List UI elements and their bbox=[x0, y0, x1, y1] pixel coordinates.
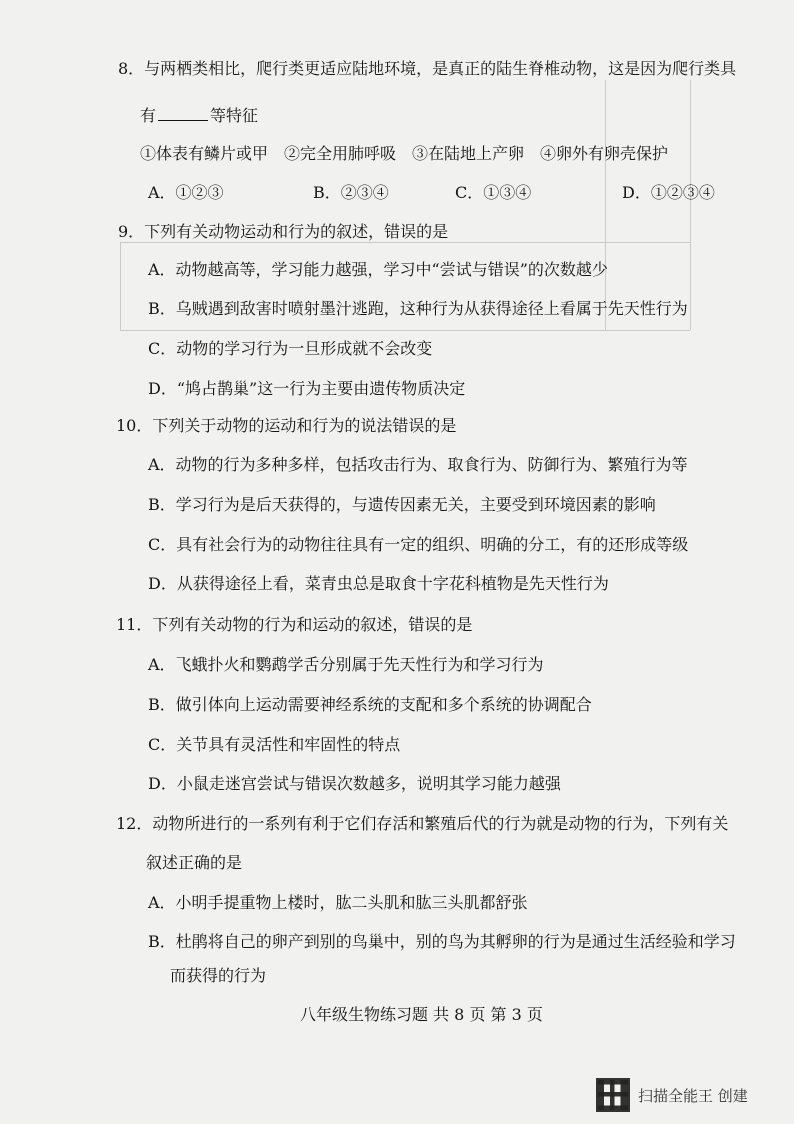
q12-stem-line1: 12．动物所进行的一系列有利于它们存活和繁殖后代的行为就是动物的行为，下列有关 bbox=[116, 814, 729, 833]
q11-option-a[interactable]: A．飞蛾扑火和鹦鹉学舌分别属于先天性行为和学习行为 bbox=[148, 655, 544, 674]
q9-option-d[interactable]: D．“鸠占鹊巢”这一行为主要由遗传物质决定 bbox=[148, 379, 466, 398]
q12-option-b-line2: 而获得的行为 bbox=[170, 966, 267, 985]
q9-stem: 9．下列有关动物运动和行为的叙述，错误的是 bbox=[118, 222, 449, 241]
q10-option-a[interactable]: A．动物的行为多种多样，包括攻击行为、取食行为、防御行为、繁殖行为等 bbox=[148, 455, 688, 474]
q11-option-b[interactable]: B．做引体向上运动需要神经系统的支配和多个系统的协调配合 bbox=[148, 695, 592, 714]
q8-features: ①体表有鳞片或甲 ②完全用肺呼吸 ③在陆地上产卵 ④卵外有卵壳保护 bbox=[140, 144, 669, 163]
q10-option-c[interactable]: C．具有社会行为的动物往往具有一定的组织、明确的分工，有的还形成等级 bbox=[148, 535, 689, 554]
q8-option-a[interactable]: A．①②③ bbox=[148, 183, 224, 202]
qr-code-icon bbox=[596, 1078, 630, 1112]
q8-option-d[interactable]: D．①②③④ bbox=[622, 183, 715, 202]
q8-option-c[interactable]: C．①③④ bbox=[455, 183, 532, 202]
q8-stem-prefix: 有 bbox=[140, 106, 157, 125]
q11-stem: 11．下列有关动物的行为和运动的叙述，错误的是 bbox=[116, 615, 473, 634]
q11-option-c[interactable]: C．关节具有灵活性和牢固性的特点 bbox=[148, 735, 401, 754]
q9-option-b[interactable]: B．乌贼遇到敌害时喷射墨汁逃跑，这种行为从获得途径上看属于先天性行为 bbox=[148, 299, 688, 318]
bleed-through-line bbox=[690, 80, 691, 330]
bleed-through-line bbox=[120, 330, 690, 331]
q9-option-a[interactable]: A．动物越高等，学习能力越强，学习中“尝试与错误”的次数越少 bbox=[148, 260, 608, 279]
q12-stem-line2: 叙述正确的是 bbox=[146, 853, 243, 872]
q10-stem: 10．下列关于动物的运动和行为的说法错误的是 bbox=[116, 416, 457, 435]
q12-option-a[interactable]: A．小明手提重物上楼时，肱二头肌和肱三头肌都舒张 bbox=[148, 893, 528, 912]
page-footer: 八年级生物练习题 共 8 页 第 3 页 bbox=[300, 1005, 543, 1024]
bleed-through-line bbox=[605, 80, 606, 330]
q9-option-c[interactable]: C．动物的学习行为一旦形成就不会改变 bbox=[148, 339, 433, 358]
bleed-through-line bbox=[120, 242, 121, 330]
q8-option-b[interactable]: B．②③④ bbox=[313, 183, 389, 202]
q8-answer-blank bbox=[158, 104, 208, 121]
scanner-watermark bbox=[596, 1076, 748, 1114]
q8-stem-line1: 8．与两栖类相比，爬行类更适应陆地环境，是真正的陆生脊椎动物，这是因为爬行类具 bbox=[118, 59, 737, 78]
q12-option-b-line1[interactable]: B．杜鹃将自己的卵产到别的鸟巢中，别的鸟为其孵卵的行为是通过生活经验和学习 bbox=[148, 932, 736, 951]
q8-stem-suffix: 等特征 bbox=[210, 106, 259, 125]
q10-option-d[interactable]: D．从获得途径上看，菜青虫总是取食十字花科植物是先天性行为 bbox=[148, 574, 609, 593]
q10-option-b[interactable]: B．学习行为是后天获得的，与遗传因素无关，主要受到环境因素的影响 bbox=[148, 495, 656, 514]
q8-stem-line2 bbox=[140, 104, 258, 127]
watermark-text: 扫描全能王 创建 bbox=[638, 1086, 748, 1105]
q11-option-d[interactable]: D．小鼠走迷宫尝试与错误次数越多，说明其学习能力越强 bbox=[148, 774, 561, 793]
